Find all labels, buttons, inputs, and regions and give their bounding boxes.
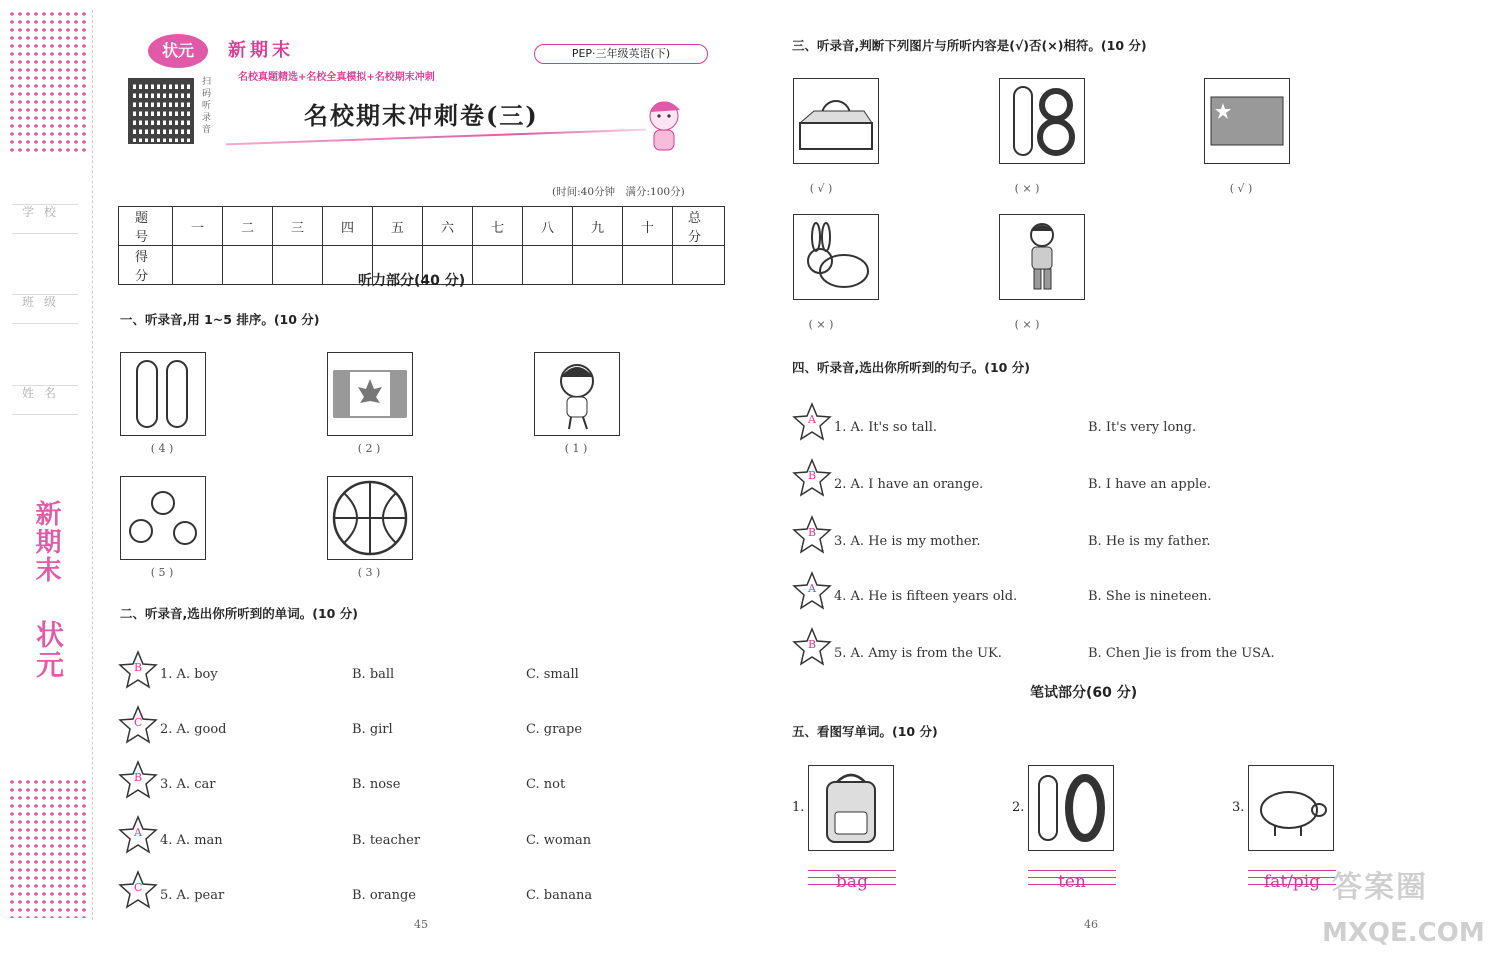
- judge-answer-3: ( √ ): [1229, 182, 1253, 195]
- option-c: C. woman: [526, 833, 592, 848]
- score-cell[interactable]: [473, 246, 523, 285]
- option-b: B. orange: [352, 888, 416, 903]
- watermark-cn: 答案圈: [1332, 870, 1428, 905]
- ball-in-box-icon: [794, 79, 878, 163]
- score-header-row: [119, 207, 725, 246]
- option-a: 3. A. car: [160, 777, 216, 792]
- sentence-b: B. Chen Jie is from the USA.: [1088, 646, 1275, 661]
- answer-letter: A: [134, 826, 142, 839]
- score-row-label: 得 分: [119, 246, 173, 285]
- answer-letter: B: [134, 771, 143, 784]
- score-header-cell: 十: [623, 207, 673, 246]
- score-header-cell: 七: [473, 207, 523, 246]
- sentence-a: 5. A. Amy is from the UK.: [834, 646, 1002, 661]
- pic-china-flag: [1204, 78, 1290, 164]
- score-cell[interactable]: [623, 246, 673, 285]
- answer-letter: A: [808, 413, 816, 426]
- score-header-cell: 题 号: [119, 207, 173, 246]
- pic-ten: [1028, 765, 1114, 851]
- answer-star: [792, 402, 832, 442]
- class-field[interactable]: [12, 294, 78, 324]
- answer-letter: B: [808, 638, 817, 651]
- sentence-a: 2. A. I have an orange.: [834, 477, 984, 492]
- pic-canada-flag: [327, 352, 413, 436]
- canada-flag-icon: [328, 353, 412, 435]
- rabbit-icon: [794, 215, 878, 299]
- score-header-cell: 一: [173, 207, 223, 246]
- answer-star: [792, 571, 832, 611]
- section-2-title: 二、听录音,选出你所听到的单词。(10 分): [120, 606, 358, 621]
- option-c: C. banana: [526, 888, 593, 903]
- answer-3: ( 1 ): [564, 442, 588, 455]
- section-3-title: 三、听录音,判断下列图片与所听内容是(√)否(×)相符。(10 分): [792, 38, 1147, 53]
- answer-star: [118, 650, 158, 690]
- judge-answer-5: ( × ): [1014, 318, 1040, 331]
- grade-tag: PEP·三年级英语(下): [534, 44, 708, 64]
- sentence-b: B. He is my father.: [1088, 534, 1211, 549]
- sentence-a: 1. A. It's so tall.: [834, 420, 937, 435]
- page-number-left: 45: [414, 918, 428, 931]
- answer-star: [792, 515, 832, 555]
- option-c: C. grape: [526, 722, 583, 737]
- option-b: B. nose: [352, 777, 401, 792]
- basketball-icon: [328, 477, 412, 559]
- answer-5: ( 3 ): [357, 566, 381, 579]
- class-label: 班级: [22, 295, 67, 309]
- write-answer-3[interactable]: fat/pig: [1263, 872, 1321, 892]
- qr-caption: 扫码听录音: [202, 77, 212, 135]
- judge-answer-4: ( × ): [808, 318, 834, 331]
- tagline: 名校真题精选+名校全真模拟+名校期末冲刺: [238, 72, 435, 83]
- title-underline: [226, 129, 646, 146]
- sentence-a: 3. A. He is my mother.: [834, 534, 981, 549]
- name-label: 姓名: [22, 386, 67, 400]
- apples-icon: [121, 477, 205, 559]
- section-5-title: 五、看图写单词。(10 分): [792, 724, 938, 739]
- pic-girl: [534, 352, 620, 436]
- pic-rabbit: [793, 214, 879, 300]
- score-cell[interactable]: [573, 246, 623, 285]
- pink-dot-pattern-bottom: [8, 778, 88, 918]
- answer-letter: B: [808, 469, 817, 482]
- cut-line: [92, 10, 93, 920]
- page-number-right: 46: [1084, 918, 1098, 931]
- pic-eighteen: [999, 78, 1085, 164]
- pig-icon: [1249, 766, 1333, 850]
- answer-letter: A: [808, 582, 816, 595]
- pic-schoolbag: [808, 765, 894, 851]
- girl-icon: [535, 353, 619, 435]
- answer-star: [118, 705, 158, 745]
- writing-part-title: 笔试部分(60 分): [1030, 685, 1138, 701]
- answer-star: [118, 815, 158, 855]
- exam-info: (时间:40分钟 满分:100分): [552, 186, 685, 198]
- name-field[interactable]: [12, 385, 78, 415]
- sidebar-brand: 新期末: [31, 500, 61, 584]
- number-eighteen-icon: [1000, 79, 1084, 163]
- score-cell[interactable]: [673, 246, 725, 285]
- write-num-1: 1.: [792, 800, 805, 815]
- sentence-a: 4. A. He is fifteen years old.: [834, 589, 1018, 604]
- write-answer-2[interactable]: ten: [1058, 872, 1086, 892]
- score-header-cell: 五: [373, 207, 423, 246]
- answer-star: [118, 760, 158, 800]
- number-one-one-icon: [121, 353, 205, 435]
- judge-answer-1: ( √ ): [809, 182, 833, 195]
- answer-star: [792, 627, 832, 667]
- pic-boy: [999, 214, 1085, 300]
- score-cell[interactable]: [523, 246, 573, 285]
- answer-star: [792, 458, 832, 498]
- option-a: 5. A. pear: [160, 888, 225, 903]
- logo-badge: 状元: [148, 34, 208, 68]
- sentence-b: B. She is nineteen.: [1088, 589, 1212, 604]
- listening-part-title: 听力部分(40 分): [358, 273, 466, 289]
- score-cell[interactable]: [273, 246, 323, 285]
- option-c: C. not: [526, 777, 566, 792]
- answer-letter: B: [134, 661, 143, 674]
- answer-letter: B: [808, 526, 817, 539]
- answer-4: ( 5 ): [150, 566, 174, 579]
- score-header-cell: 六: [423, 207, 473, 246]
- sidebar-logo: 状元: [32, 620, 65, 680]
- option-a: 4. A. man: [160, 833, 223, 848]
- pic-apples: [120, 476, 206, 560]
- score-header-cell: 九: [573, 207, 623, 246]
- header-brand: 新期末: [228, 40, 294, 61]
- answer-letter: C: [134, 716, 143, 729]
- score-header-cell: 总 分: [673, 207, 725, 246]
- write-num-2: 2.: [1012, 800, 1025, 815]
- pink-dot-pattern-top: [8, 10, 88, 155]
- option-c: C. small: [526, 667, 579, 682]
- china-flag-icon: [1205, 79, 1289, 163]
- schoolbag-icon: [809, 766, 893, 850]
- page-title: 名校期末冲刺卷(三): [304, 101, 539, 130]
- option-b: B. teacher: [352, 833, 421, 848]
- sentence-b: B. It's very long.: [1088, 420, 1197, 435]
- pic-ten-digit: [120, 352, 206, 436]
- answer-2: ( 2 ): [357, 442, 381, 455]
- score-cell[interactable]: [173, 246, 223, 285]
- score-header-cell: 八: [523, 207, 573, 246]
- option-b: B. girl: [352, 722, 393, 737]
- write-answer-1[interactable]: bag: [836, 872, 868, 892]
- score-cell[interactable]: [223, 246, 273, 285]
- number-ten-icon: [1029, 766, 1113, 850]
- section-1-title: 一、听录音,用 1~5 排序。(10 分): [120, 312, 320, 327]
- pic-pig: [1248, 765, 1334, 851]
- option-a: 1. A. boy: [160, 667, 218, 682]
- score-header-cell: 二: [223, 207, 273, 246]
- answer-1: ( 4 ): [150, 442, 174, 455]
- school-field[interactable]: [12, 204, 78, 234]
- cartoon-girl-icon: [640, 92, 690, 158]
- answer-star: [118, 870, 158, 910]
- sentence-b: B. I have an apple.: [1088, 477, 1212, 492]
- boy-icon: [1000, 215, 1084, 299]
- score-header-cell: 四: [323, 207, 373, 246]
- score-header-cell: 三: [273, 207, 323, 246]
- section-4-title: 四、听录音,选出你所听到的句子。(10 分): [792, 360, 1030, 375]
- pic-ball-box: [793, 78, 879, 164]
- judge-answer-2: ( × ): [1014, 182, 1040, 195]
- write-num-3: 3.: [1232, 800, 1245, 815]
- pic-basketball: [327, 476, 413, 560]
- answer-letter: C: [134, 881, 143, 894]
- watermark-en: MXQE.COM: [1322, 918, 1485, 948]
- option-b: B. ball: [352, 667, 395, 682]
- qr-code[interactable]: [128, 78, 194, 144]
- option-a: 2. A. good: [160, 722, 227, 737]
- school-label: 学校: [22, 205, 67, 219]
